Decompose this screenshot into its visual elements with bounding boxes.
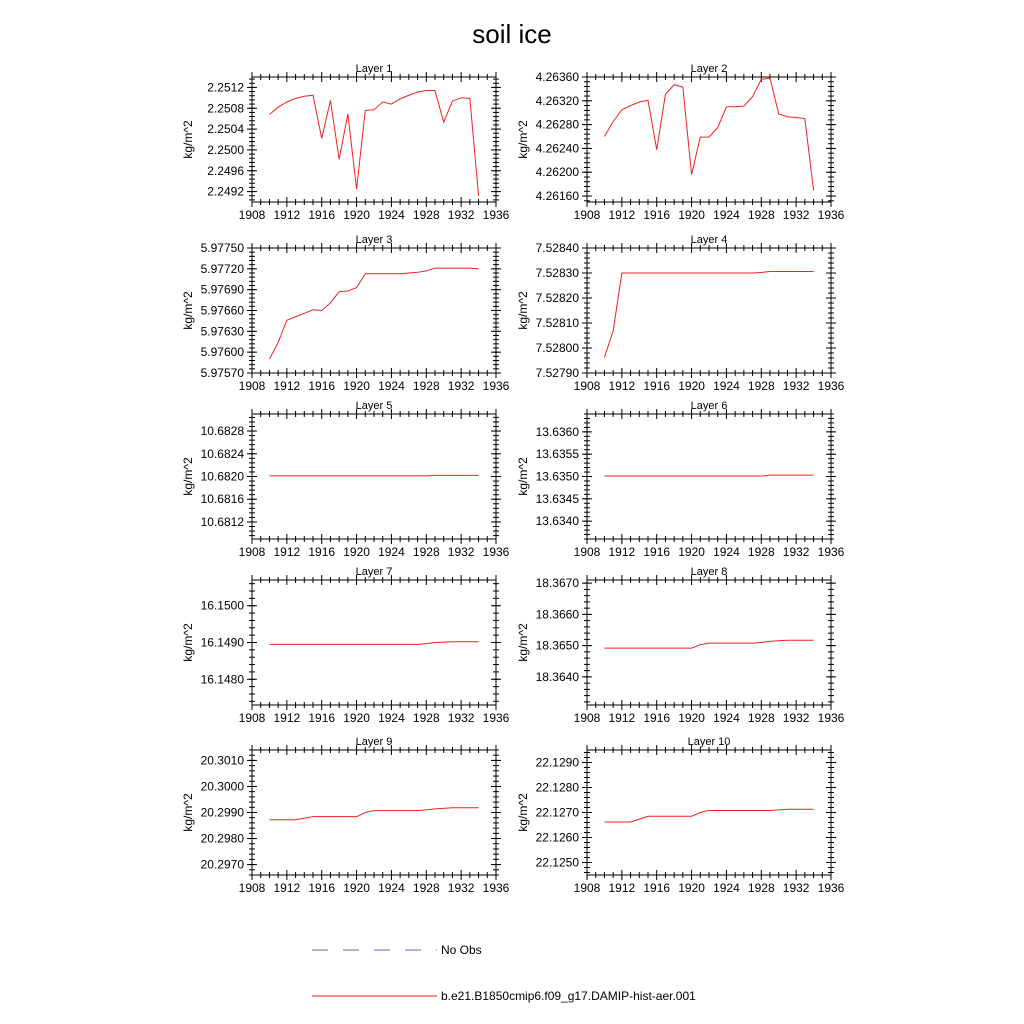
y-tick-label: 16.1500 (200, 598, 244, 613)
x-tick-label: 1924 (713, 208, 740, 222)
panel-layer-4 (516, 234, 845, 393)
y-tick-label: 4.26280 (535, 117, 579, 132)
x-tick-label: 1908 (238, 881, 266, 895)
y-tick-label: 5.97600 (200, 345, 244, 360)
y-tick-label: 7.52830 (535, 266, 579, 280)
series-line-layer-6 (604, 475, 813, 476)
x-tick-label: 1924 (713, 711, 740, 725)
x-tick-label: 1920 (678, 881, 705, 895)
y-tick-label: 18.3640 (535, 669, 579, 684)
panel-title: Layer 10 (687, 736, 731, 748)
x-tick-label: 1912 (273, 379, 301, 393)
x-tick-label: 1916 (308, 881, 336, 895)
plot-frame (587, 580, 831, 705)
x-tick-label: 1936 (482, 711, 510, 725)
x-tick-label: 1912 (608, 711, 636, 725)
y-tick-label: 10.6824 (200, 446, 244, 461)
x-tick-label: 1924 (713, 881, 740, 895)
y-tick-label: 16.1480 (200, 672, 244, 687)
x-tick-label: 1912 (608, 208, 636, 222)
y-tick-label: 4.26160 (535, 189, 579, 204)
y-tick-label: 13.6360 (535, 424, 579, 439)
legend (312, 943, 696, 1003)
x-tick-label: 1928 (747, 208, 775, 222)
x-tick-label: 1936 (817, 379, 845, 393)
y-tick-label: 4.26200 (535, 165, 579, 180)
plot-frame (252, 77, 496, 202)
x-tick-label: 1936 (482, 379, 510, 393)
x-tick-label: 1924 (378, 711, 405, 725)
panel-title: Layer 7 (355, 566, 393, 578)
y-tick-label: 16.1490 (200, 635, 244, 650)
panel-layer-3 (181, 234, 510, 393)
plot-frame (587, 77, 831, 202)
panel-title: Layer 4 (690, 234, 728, 246)
x-tick-label: 1932 (447, 881, 475, 895)
y-tick-label: 13.6340 (535, 514, 579, 529)
y-tick-label: 13.6345 (535, 491, 579, 506)
y-tick-label: 13.6355 (535, 447, 579, 462)
y-tick-label: 4.26240 (535, 141, 579, 156)
x-tick-label: 1916 (308, 379, 336, 393)
y-axis-label: kg/m^2 (181, 457, 195, 496)
x-tick-label: 1912 (273, 881, 301, 895)
x-tick-label: 1924 (713, 545, 740, 559)
y-tick-label: 22.1250 (535, 855, 579, 870)
x-tick-label: 1928 (412, 545, 440, 559)
x-tick-label: 1920 (343, 545, 370, 559)
y-tick-label: 7.52840 (535, 241, 579, 255)
x-tick-label: 1920 (343, 208, 370, 222)
y-tick-label: 10.6828 (200, 424, 244, 439)
x-tick-label: 1936 (482, 545, 510, 559)
y-tick-label: 20.2970 (200, 857, 244, 872)
x-tick-label: 1928 (747, 881, 775, 895)
x-tick-label: 1932 (782, 545, 810, 559)
series-line-layer-5 (269, 475, 478, 476)
y-tick-label: 22.1290 (535, 755, 579, 770)
series-line-layer-10 (604, 809, 813, 822)
y-tick-label: 20.3010 (200, 753, 244, 768)
y-axis-label: kg/m^2 (516, 793, 530, 832)
panel-title: Layer 2 (690, 63, 728, 75)
x-tick-label: 1912 (273, 208, 301, 222)
x-tick-label: 1908 (238, 208, 266, 222)
series-line-layer-2 (604, 78, 813, 191)
y-tick-label: 5.97750 (200, 241, 244, 255)
x-tick-label: 1928 (412, 711, 440, 725)
y-tick-label: 20.2990 (200, 805, 244, 820)
panel-layer-2 (516, 63, 845, 222)
y-tick-label: 22.1270 (535, 805, 579, 820)
y-tick-label: 2.2492 (207, 184, 244, 199)
x-tick-label: 1908 (573, 711, 601, 725)
y-axis-label: kg/m^2 (181, 120, 195, 159)
x-tick-label: 1912 (608, 545, 636, 559)
series-line-layer-1 (269, 91, 478, 196)
series-line-layer-3 (269, 268, 478, 359)
x-tick-label: 1928 (412, 881, 440, 895)
y-tick-label: 5.97570 (200, 366, 244, 380)
x-tick-label: 1928 (412, 208, 440, 222)
x-tick-label: 1920 (343, 881, 370, 895)
x-tick-label: 1924 (378, 881, 405, 895)
x-tick-label: 1936 (817, 881, 845, 895)
x-tick-label: 1916 (308, 208, 336, 222)
x-tick-label: 1912 (608, 881, 636, 895)
panel-layer-1 (181, 63, 510, 222)
x-tick-label: 1932 (447, 711, 475, 725)
x-tick-label: 1916 (643, 379, 671, 393)
x-tick-label: 1932 (782, 711, 810, 725)
x-tick-label: 1924 (378, 208, 405, 222)
y-axis-label: kg/m^2 (181, 291, 195, 330)
series-line-layer-8 (604, 640, 813, 648)
panel-layer-7 (181, 566, 510, 725)
panel-title: Layer 8 (690, 566, 728, 578)
x-tick-label: 1916 (643, 208, 671, 222)
y-axis-label: kg/m^2 (516, 457, 530, 496)
legend-run-label: b.e21.B1850cmip6.f09_g17.DAMIP-hist-aer.001 (441, 989, 696, 1003)
y-tick-label: 2.2500 (207, 142, 244, 157)
y-tick-label: 7.52820 (535, 291, 579, 305)
plot-frame (252, 248, 496, 373)
x-tick-label: 1928 (747, 711, 775, 725)
y-tick-label: 13.6350 (535, 469, 579, 484)
x-tick-label: 1928 (412, 379, 440, 393)
series-line-layer-7 (269, 642, 478, 645)
x-tick-label: 1936 (817, 545, 845, 559)
x-tick-label: 1928 (747, 545, 775, 559)
legend-no-obs-label: No Obs (441, 943, 482, 957)
y-tick-label: 10.6816 (200, 492, 244, 507)
x-tick-label: 1932 (782, 881, 810, 895)
x-tick-label: 1916 (643, 545, 671, 559)
plot-frame (252, 414, 496, 539)
x-tick-label: 1932 (782, 208, 810, 222)
x-tick-label: 1912 (608, 379, 636, 393)
y-tick-label: 22.1280 (535, 780, 579, 795)
x-tick-label: 1920 (678, 379, 705, 393)
x-tick-label: 1932 (447, 379, 475, 393)
series-line-layer-9 (269, 808, 478, 820)
x-tick-label: 1932 (447, 545, 475, 559)
panel-title: Layer 3 (355, 234, 393, 246)
x-tick-label: 1912 (273, 711, 301, 725)
y-tick-label: 2.2504 (207, 122, 244, 137)
x-tick-label: 1920 (678, 545, 705, 559)
panel-title: Layer 1 (355, 63, 393, 75)
x-tick-label: 1932 (782, 379, 810, 393)
y-tick-label: 4.26360 (535, 70, 579, 84)
y-tick-label: 18.3650 (535, 638, 579, 653)
x-tick-label: 1908 (238, 545, 266, 559)
y-tick-label: 7.52790 (535, 366, 579, 380)
figure-title: soil ice (472, 19, 552, 49)
x-tick-label: 1936 (482, 208, 510, 222)
y-tick-label: 7.52810 (535, 316, 579, 330)
y-tick-label: 7.52800 (535, 341, 579, 355)
y-tick-label: 5.97660 (200, 303, 244, 318)
x-tick-label: 1916 (643, 881, 671, 895)
y-tick-label: 4.26320 (535, 93, 579, 108)
y-tick-label: 20.3000 (200, 779, 244, 794)
y-tick-label: 18.3670 (535, 576, 579, 591)
panel-layer-6 (516, 400, 845, 559)
panel-title: Layer 9 (355, 736, 393, 748)
y-tick-label: 2.2512 (207, 80, 244, 95)
plot-frame (252, 750, 496, 875)
y-axis-label: kg/m^2 (516, 120, 530, 159)
series-line-layer-4 (604, 272, 813, 358)
y-tick-label: 2.2496 (207, 163, 244, 178)
y-tick-label: 5.97630 (200, 324, 244, 339)
y-tick-label: 5.97720 (200, 261, 244, 276)
x-tick-label: 1924 (713, 379, 740, 393)
panel-grid (181, 63, 845, 895)
x-tick-label: 1932 (447, 208, 475, 222)
panel-title: Layer 5 (355, 400, 393, 412)
x-tick-label: 1936 (817, 208, 845, 222)
x-tick-label: 1920 (678, 711, 705, 725)
panel-layer-8 (516, 566, 845, 725)
panel-layer-9 (181, 736, 510, 895)
y-axis-label: kg/m^2 (181, 793, 195, 832)
y-tick-label: 18.3660 (535, 607, 579, 622)
y-tick-label: 20.2980 (200, 831, 244, 846)
y-tick-label: 5.97690 (200, 282, 244, 297)
x-tick-label: 1916 (308, 711, 336, 725)
panel-title: Layer 6 (690, 400, 728, 412)
y-axis-label: kg/m^2 (516, 623, 530, 662)
plot-frame (587, 750, 831, 875)
panel-layer-5 (181, 400, 510, 559)
x-tick-label: 1920 (678, 208, 705, 222)
y-axis-label: kg/m^2 (181, 623, 195, 662)
y-tick-label: 2.2508 (207, 101, 244, 116)
x-tick-label: 1920 (343, 711, 370, 725)
y-axis-label: kg/m^2 (516, 291, 530, 330)
x-tick-label: 1908 (573, 379, 601, 393)
x-tick-label: 1908 (573, 208, 601, 222)
y-tick-label: 22.1260 (535, 830, 579, 845)
x-tick-label: 1924 (378, 379, 405, 393)
x-tick-label: 1908 (238, 379, 266, 393)
x-tick-label: 1936 (817, 711, 845, 725)
x-tick-label: 1912 (273, 545, 301, 559)
y-tick-label: 10.6820 (200, 469, 244, 484)
y-tick-label: 10.6812 (200, 514, 244, 529)
panel-layer-10 (516, 736, 845, 895)
x-tick-label: 1908 (573, 881, 601, 895)
x-tick-label: 1916 (308, 545, 336, 559)
x-tick-label: 1916 (643, 711, 671, 725)
x-tick-label: 1936 (482, 881, 510, 895)
x-tick-label: 1928 (747, 379, 775, 393)
x-tick-label: 1920 (343, 379, 370, 393)
x-tick-label: 1908 (573, 545, 601, 559)
plot-frame (587, 248, 831, 373)
plot-frame (252, 580, 496, 705)
x-tick-label: 1908 (238, 711, 266, 725)
x-tick-label: 1924 (378, 545, 405, 559)
